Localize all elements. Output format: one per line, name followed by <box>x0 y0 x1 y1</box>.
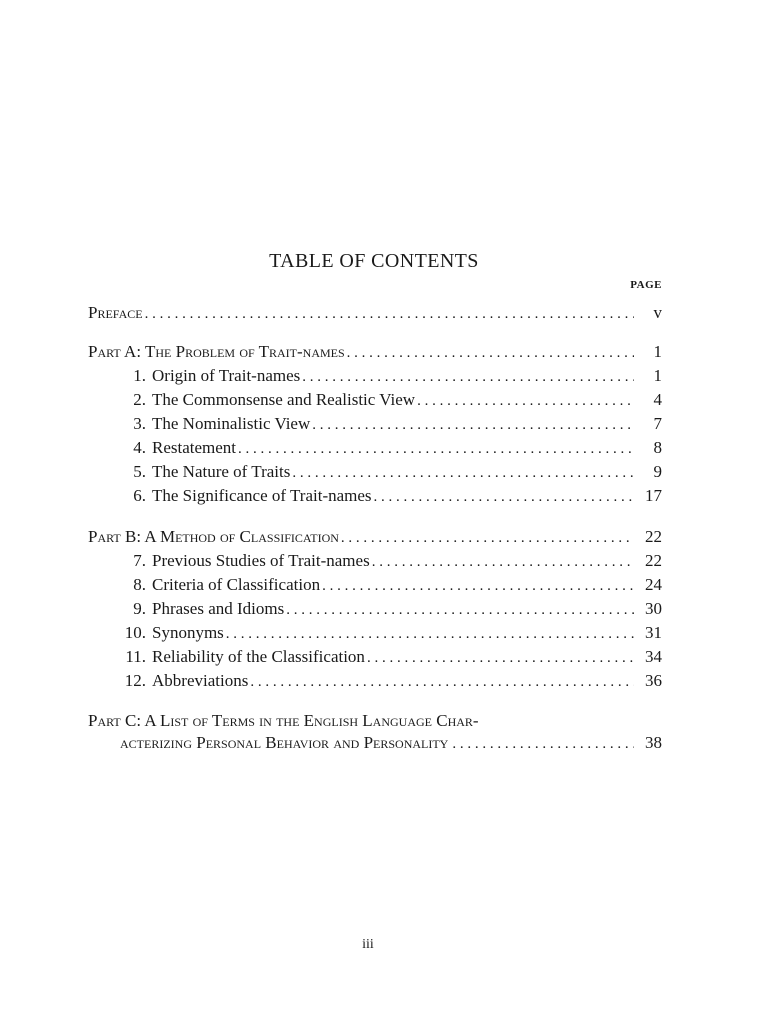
toc-entry-text: The Commonsense and Realistic View <box>152 390 416 409</box>
toc-entry-text: Abbreviations <box>152 671 249 690</box>
toc-entry <box>120 389 662 411</box>
toc-entry-page: 7 <box>653 414 662 433</box>
toc-entry-page: 34 <box>645 647 662 666</box>
toc-entry <box>120 646 662 668</box>
toc-entry-text: Previous Studies of Trait-names <box>152 551 370 570</box>
toc-entry-text: Restatement <box>152 438 237 457</box>
toc-entry-label: Part B: A Method of Classification <box>88 527 339 546</box>
toc-entry-label <box>120 413 310 435</box>
page-folio: iii <box>362 937 374 952</box>
toc-entry-label <box>120 485 372 507</box>
toc-entry-text: Reliability of the Classification <box>152 647 365 666</box>
toc-entry-label <box>120 622 224 644</box>
toc-entry-part-c-line1: Part C: A List of Terms in the English Language Char- <box>88 711 479 730</box>
page-column-header: PAGE <box>630 279 662 291</box>
toc-entry-text: Origin of Trait-names <box>152 366 301 385</box>
toc-entry-page: 22 <box>645 527 662 546</box>
leader-dots <box>367 647 634 669</box>
toc-entry-label: Preface <box>88 303 143 322</box>
leader-dots <box>292 462 634 484</box>
toc-entry-text: The Significance of Trait-names <box>152 486 372 505</box>
toc-entry-number: 8. <box>133 575 146 594</box>
toc-entry <box>120 485 662 507</box>
toc-entry-page: 36 <box>645 671 662 690</box>
toc-entry <box>120 365 662 387</box>
leader-dots <box>238 438 634 460</box>
toc-entry-number: 2. <box>133 390 146 409</box>
toc-entry-text: The Nominalistic View <box>152 414 311 433</box>
toc-entry <box>120 598 662 620</box>
toc-entry-part-c-line2 <box>120 732 662 754</box>
toc-entry-number: 5. <box>133 462 146 481</box>
toc-entry-number: 3. <box>133 414 146 433</box>
toc-entry-label <box>120 550 370 572</box>
leader-dots <box>145 303 634 325</box>
toc-entry-preface <box>88 302 662 324</box>
toc-entry-text: The Nature of Traits <box>152 462 291 481</box>
toc-entry-part-b <box>88 526 662 548</box>
toc-entry-label <box>120 365 300 387</box>
toc-entry-label <box>120 598 284 620</box>
toc-entry-part-a <box>88 341 662 363</box>
toc-entry-label <box>120 461 290 483</box>
toc-entry <box>120 437 662 459</box>
toc-entry-label <box>120 389 415 411</box>
toc-entry-page: 24 <box>645 575 662 594</box>
toc-entry-number: 4. <box>133 438 146 457</box>
toc-entry <box>120 574 662 596</box>
leader-dots <box>286 599 634 621</box>
toc-entry <box>120 670 662 692</box>
toc-entry <box>120 622 662 644</box>
toc-entry-page: 17 <box>645 486 662 505</box>
toc-entry-page: 9 <box>653 462 662 481</box>
leader-dots <box>372 551 634 573</box>
leader-dots <box>312 414 634 436</box>
leader-dots <box>302 366 634 388</box>
toc-entry-number: 9. <box>133 599 146 618</box>
leader-dots <box>347 342 634 364</box>
toc-entry-page: v <box>653 303 662 322</box>
page-title: TABLE OF CONTENTS <box>269 250 479 272</box>
toc-entry-label <box>120 437 236 459</box>
toc-entry-number: 7. <box>133 551 146 570</box>
toc-entry <box>120 550 662 572</box>
toc-entry-label <box>120 646 365 668</box>
leader-dots <box>452 733 634 755</box>
leader-dots <box>417 390 634 412</box>
toc-entry-label <box>120 670 248 692</box>
toc-entry-page: 22 <box>645 551 662 570</box>
toc-entry-number: 10. <box>124 623 146 642</box>
leader-dots <box>250 671 634 693</box>
toc-entry-text: Criteria of Classification <box>152 575 321 594</box>
toc-entry-label <box>120 574 320 596</box>
toc-entry-number: 6. <box>133 486 146 505</box>
toc-entry-page: 38 <box>645 733 662 752</box>
toc-entry-number: 12. <box>124 671 146 690</box>
toc-entry-text: Phrases and Idioms <box>152 599 285 618</box>
toc-entry-page: 1 <box>653 342 662 361</box>
toc-entry-label: Part A: The Problem of Trait-names <box>88 342 345 361</box>
toc-entry-page: 8 <box>653 438 662 457</box>
toc-entry <box>120 461 662 483</box>
leader-dots <box>322 575 634 597</box>
toc-entry-label: acterizing Personal Behavior and Personality <box>120 733 449 752</box>
toc-entry-page: 31 <box>645 623 662 642</box>
toc-entry-page: 30 <box>645 599 662 618</box>
leader-dots <box>226 623 634 645</box>
toc-entry-page: 4 <box>653 390 662 409</box>
toc-entry-page: 1 <box>653 366 662 385</box>
leader-dots <box>374 486 634 508</box>
toc-entry <box>120 413 662 435</box>
toc-entry-number: 1. <box>133 366 146 385</box>
leader-dots <box>341 527 634 549</box>
toc-entry-text: Synonyms <box>152 623 224 642</box>
toc-entry-number: 11. <box>125 647 146 666</box>
